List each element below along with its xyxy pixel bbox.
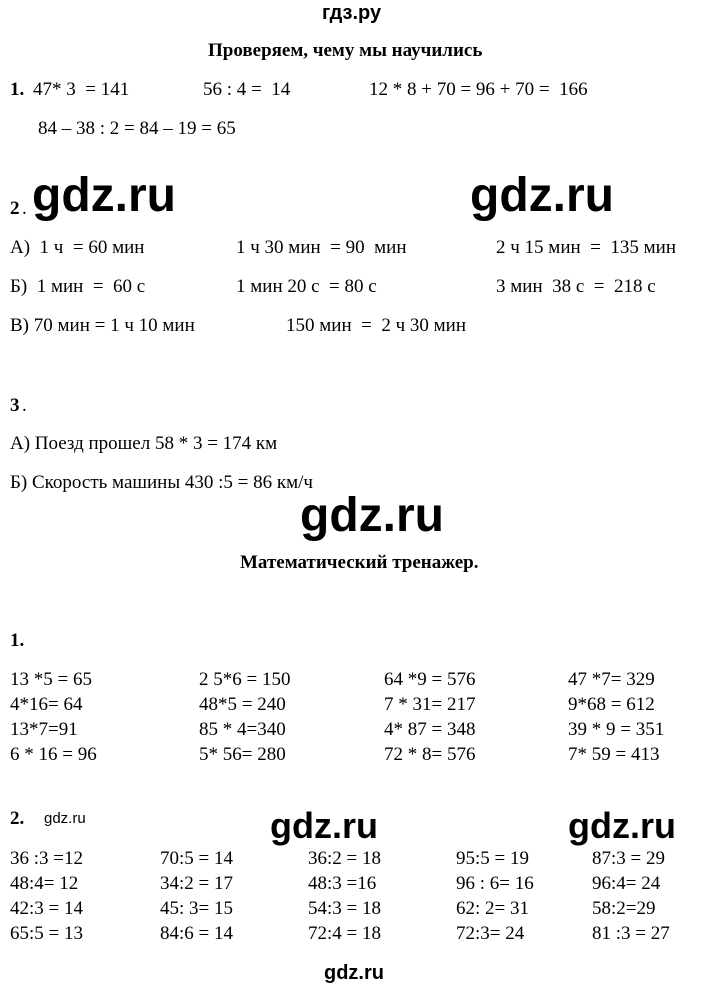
t2-c4-r1: 95:5 = 19 [456, 848, 529, 869]
t2-c1-r4: 65:5 = 13 [10, 923, 83, 944]
t2-c3-r4: 72:4 = 18 [308, 923, 381, 944]
t2-c5-r4: 81 :3 = 27 [592, 923, 670, 944]
t2-c1-r1: 36 :3 =12 [10, 848, 83, 869]
task1-expr-b: 56 : 4 = 14 [203, 79, 291, 100]
t1-c3-r3: 4* 87 = 348 [384, 719, 476, 740]
t2-c2-r3: 45: 3= 15 [160, 898, 233, 919]
t2-c5-r2: 96:4= 24 [592, 873, 661, 894]
t2-c2-r2: 34:2 = 17 [160, 873, 233, 894]
t2-c1-r3: 42:3 = 14 [10, 898, 83, 919]
task1-number: 1. [10, 79, 25, 100]
t1-c3-r1: 64 *9 = 576 [384, 669, 476, 690]
task2-number: 2 [10, 198, 20, 219]
task2-rowA-3: 2 ч 15 мин = 135 мин [496, 237, 676, 258]
t2-c1-r2: 48:4= 12 [10, 873, 79, 894]
watermark-small: gdz.ru [44, 810, 86, 827]
watermark-2: gdz.ru [470, 169, 614, 222]
task2-rowC-1: В) 70 мин = 1 ч 10 мин [10, 315, 195, 336]
t2-c5-r3: 58:2=29 [592, 898, 656, 919]
t2-c4-r3: 62: 2= 31 [456, 898, 529, 919]
task2-dot: . [22, 198, 27, 219]
t1-c2-r3: 85 * 4=340 [199, 719, 286, 740]
task2-rowA-1: А) 1 ч = 60 мин [10, 237, 145, 258]
watermark-3: gdz.ru [300, 489, 444, 542]
t1-c2-r1: 2 5*6 = 150 [199, 669, 291, 690]
trainer-task1-number: 1. [10, 630, 25, 651]
t1-c4-r4: 7* 59 = 413 [568, 744, 660, 765]
t2-c3-r3: 54:3 = 18 [308, 898, 381, 919]
t2-c3-r2: 48:3 =16 [308, 873, 377, 894]
t2-c2-r4: 84:6 = 14 [160, 923, 233, 944]
t1-c1-r1: 13 *5 = 65 [10, 669, 92, 690]
task3-dot: . [22, 395, 27, 416]
t1-c2-r2: 48*5 = 240 [199, 694, 286, 715]
t2-c2-r1: 70:5 = 14 [160, 848, 233, 869]
t1-c3-r2: 7 * 31= 217 [384, 694, 476, 715]
task3-answer-b: Б) Скорость машины 430 :5 = 86 км/ч [10, 472, 313, 493]
site-header: гдз.ру [322, 2, 382, 24]
task2-rowA-2: 1 ч 30 мин = 90 мин [236, 237, 407, 258]
t2-c5-r1: 87:3 = 29 [592, 848, 665, 869]
site-footer: gdz.ru [324, 962, 384, 984]
t1-c1-r3: 13*7=91 [10, 719, 78, 740]
t2-c3-r1: 36:2 = 18 [308, 848, 381, 869]
task3-number: 3 [10, 395, 20, 416]
t2-c4-r4: 72:3= 24 [456, 923, 525, 944]
t1-c4-r3: 39 * 9 = 351 [568, 719, 665, 740]
watermark-5: gdz.ru [568, 805, 676, 846]
task2-rowC-2: 150 мин = 2 ч 30 мин [286, 315, 466, 336]
t1-c1-r4: 6 * 16 = 96 [10, 744, 97, 765]
t1-c4-r2: 9*68 = 612 [568, 694, 655, 715]
t2-c4-r2: 96 : 6= 16 [456, 873, 534, 894]
task1-expr-a: 47* 3 = 141 [33, 79, 130, 100]
task2-rowB-3: 3 мин 38 с = 218 с [496, 276, 656, 297]
watermark-4: gdz.ru [270, 805, 378, 846]
task1-expr-c: 12 * 8 + 70 = 96 + 70 = 166 [369, 79, 588, 100]
t1-c2-r4: 5* 56= 280 [199, 744, 286, 765]
task2-rowB-2: 1 мин 20 с = 80 с [236, 276, 377, 297]
task3-answer-a: А) Поезд прошел 58 * 3 = 174 км [10, 433, 278, 454]
section-title-check: Проверяем, чему мы научились [208, 40, 483, 61]
t1-c4-r1: 47 *7= 329 [568, 669, 655, 690]
task2-rowB-1: Б) 1 мин = 60 с [10, 276, 146, 297]
section-title-trainer: Математический тренажер. [240, 552, 479, 573]
trainer-task2-number: 2. [10, 808, 25, 829]
task1-expr-d: 84 – 38 : 2 = 84 – 19 = 65 [38, 118, 236, 139]
t1-c1-r2: 4*16= 64 [10, 694, 83, 715]
watermark-1: gdz.ru [32, 169, 176, 222]
t1-c3-r4: 72 * 8= 576 [384, 744, 476, 765]
